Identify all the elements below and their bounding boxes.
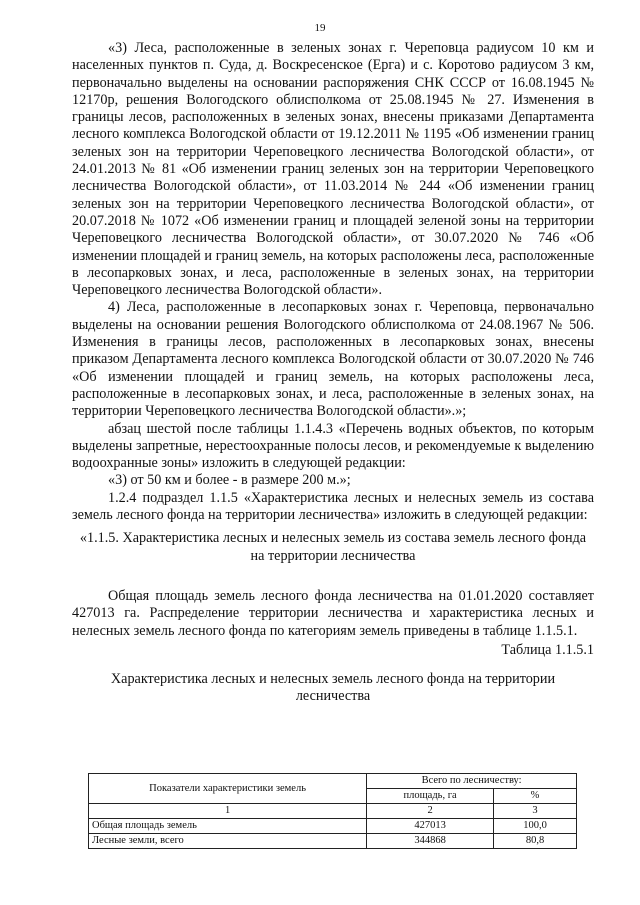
paragraph-forest-park-zones: 4) Леса, расположенные в лесопарковых зонах г. Череповца, первоначально выделены на основании решения Вологодского облисполкома от 24.08.1967 № 506. Изменения в границы лесов, расположенных в лесопарковых зонах, внесены приказом Департамента лесного комплекса Вологодской области от 30.07.2020 № 746 «Об изменении площадей и границ земель, на которых расположены леса, расположенные в лесопарковых зонах, и леса, расположенные в зеленых зонах, на территории Череповецкого лесничества Вологодской области».»; [72,299,594,420]
header-percent: % [494,789,577,804]
section-heading: «1.1.5. Характеристика лесных и нелесных земель из состава земель лесного фонда на территории лесничества [79,530,587,564]
header-area: площадь, га [367,789,494,804]
paragraph-200m: «3) от 50 км и более - в размере 200 м.»; [108,472,351,489]
header-indicator: Показатели характеристики земель [89,774,367,804]
page-number: 19 [314,22,326,34]
column-number: 1 [89,804,367,819]
row-area: 427013 [367,819,494,834]
row-percent: 80,8 [494,834,577,849]
row-area: 344868 [367,834,494,849]
row-label: Общая площадь земель [89,819,367,834]
table-row [89,834,577,849]
row-percent: 100,0 [494,819,577,834]
paragraph-subsection-1-2-4: 1.2.4 подраздел 1.1.5 «Характеристика лесных и нелесных земель из состава земель лесного фонда на территории лесничества» изложить в следующей редакции: [72,489,594,524]
column-number: 2 [367,804,494,819]
table-header-row [89,774,577,789]
column-number: 3 [494,804,577,819]
table-column-numbers-row [89,804,577,819]
table-number: Таблица 1.1.5.1 [501,641,594,658]
table-title: Характеристика лесных и нелесных земель лесного фонда на территории лесничества [110,671,556,705]
land-characteristics-table [88,773,577,849]
paragraph-summary: Общая площадь земель лесного фонда лесничества на 01.01.2020 составляет 427013 га. Распределение территории лесничества и характеристика лесных и нелесных земель лесного фонда по категориям земель приведены в таблице 1.1.5.1. [72,587,594,639]
header-group: Всего по лесничеству: [367,774,577,789]
table-row [89,819,577,834]
row-label: Лесные земли, всего [89,834,367,849]
paragraph-green-zones: «3) Леса, расположенные в зеленых зонах г. Череповца радиусом 10 км и населенных пунктов п. Суда, д. Воскресенское (Ерга) и с. Коротово радиусом 3 км, первоначально выделены на основании распоряжения СНК СССР от 16.08.1945 № 12170р, решения Вологодского облисполкома от 25.08.1945 № 27. Изменения в границы лесов, расположенных в зеленых зонах, внесены приказами Департамента лесного комплекса Вологодской области от 19.12.2011 № 1195 «Об изменении границ зеленых зон на территории Череповецкого лесничества Вологодской области», от 24.01.2013 № 81 «Об изменении границ зеленых зон на территории Череповецкого лесничества Вологодской области», от 11.03.2014 № 244 «Об изменении границ зеленых зон на территории Череповецкого лесничества Вологодской области», от 20.07.2018 № 1072 «Об изменении границ и площадей зеленой зоны на территории Череповецкого лесничества Вологодской области», от 30.07.2020 № 746 «Об изменении площадей и границ земель, на которых расположены леса, расположенные в лесопарковых зонах, и леса, расположенные в зеленых зонах, на территории Череповецкого лесничества Вологодской области». [72,40,594,299]
document-body [72,40,594,706]
paragraph-sixth-abzac: абзац шестой после таблицы 1.1.4.3 «Перечень водных объектов, по которым выделены запретные, нерестоохранные полосы лесов, и рекомендуемые к выделению водоохранные зоны» изложить в следующей редакции: [72,420,594,472]
